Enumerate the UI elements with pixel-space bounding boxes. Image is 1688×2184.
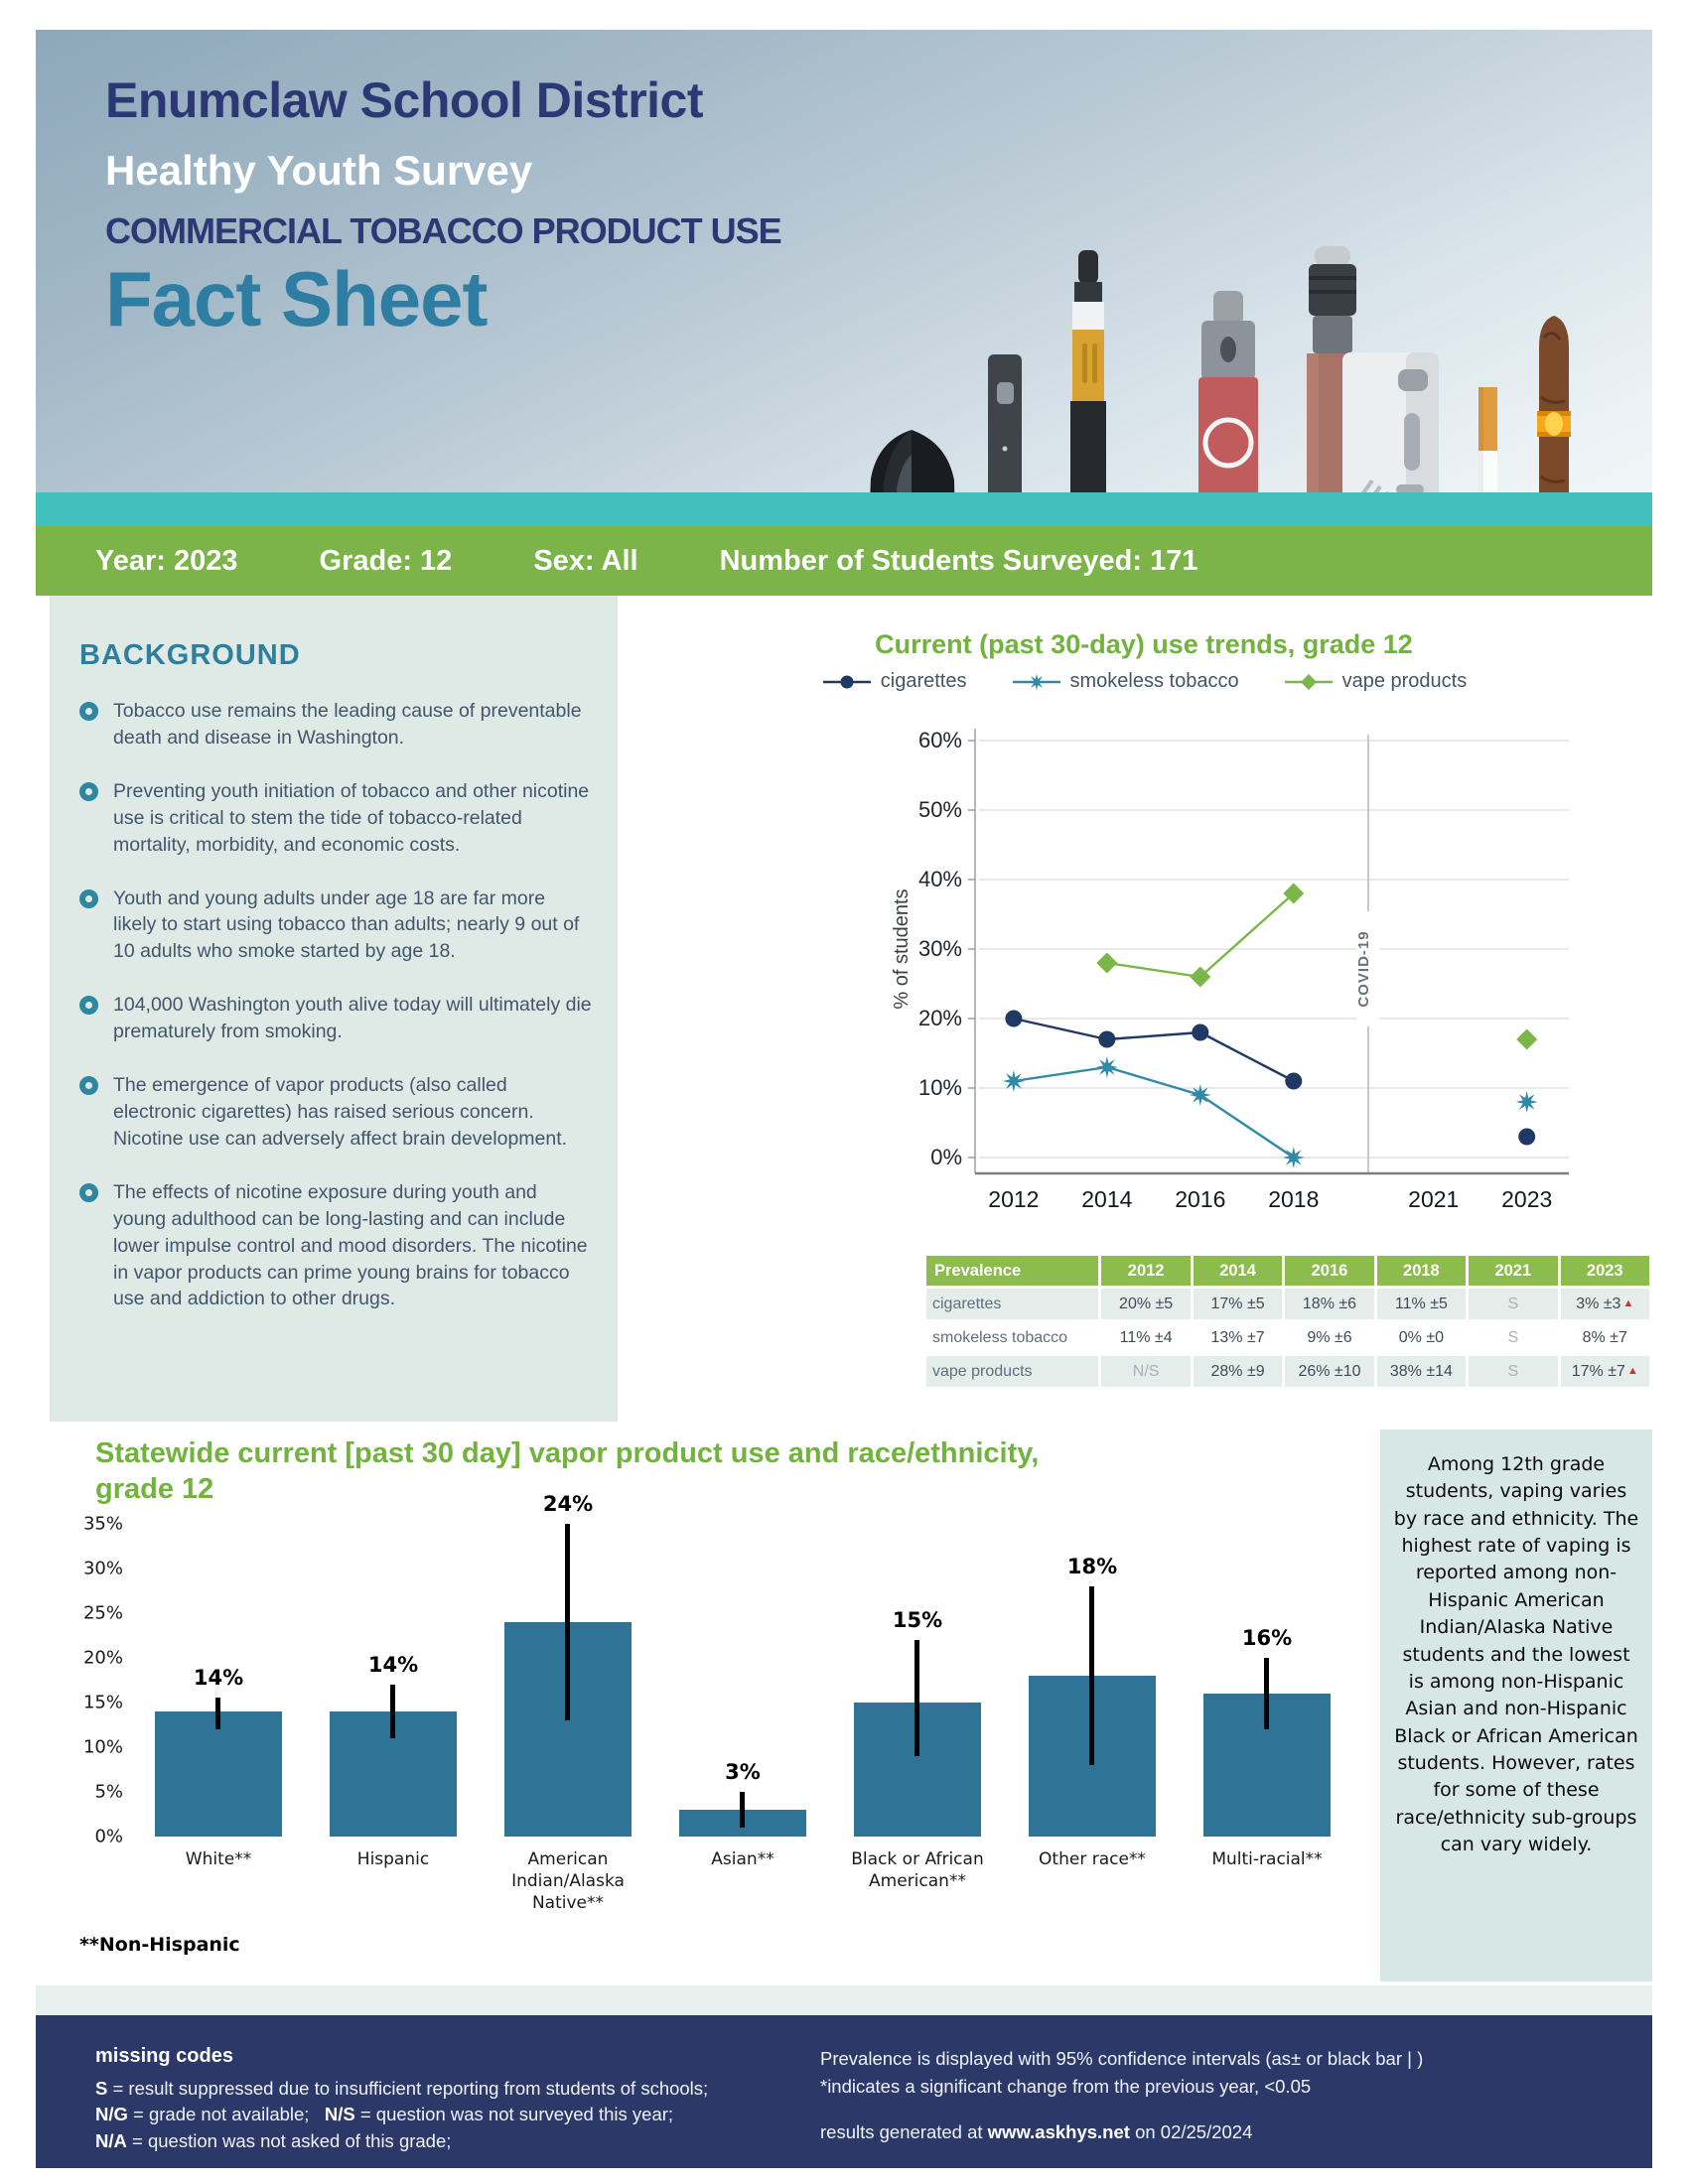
data-point-smokeless-tobacco (1190, 1084, 1211, 1106)
table-header-2023: 2023 (1561, 1256, 1649, 1286)
background-bullet-text: The effects of nicotine exposure during youth and young adulthood can be long-lasting and can include lower impulse control and mood disorders. The nicotine in vapor products can prime young brains for tobacco use and addiction to other drugs. (113, 1180, 588, 1310)
footer-notes (771, 2045, 1652, 2168)
bar-group (131, 1524, 306, 1837)
error-bar (565, 1524, 570, 1720)
missing-code-line: S = result suppressed due to insufficient reporting from students of schools; (95, 2078, 709, 2099)
data-point-cigarettes (1192, 1024, 1208, 1041)
prevalence-cell: 13% ±7 (1210, 1328, 1265, 1346)
topic-title: COMMERCIAL TOBACCO PRODUCT USE (105, 210, 781, 251)
error-bar (1089, 1586, 1094, 1765)
bar-category-label: White** (185, 1848, 252, 1869)
footer-note-line: results generated at www.askhys.net on 02/25/2024 (820, 2120, 1253, 2142)
bar-category-label: American Indian/Alaska Native** (511, 1848, 625, 1913)
prevalence-cell: S (1469, 1289, 1557, 1319)
prevalence-table (923, 1253, 1652, 1390)
legend-label: cigarettes (880, 670, 967, 692)
bar-y-tick-label: 0% (94, 1826, 123, 1846)
significance-triangle-icon: ▲ (1622, 1297, 1634, 1309)
data-point-cigarettes (1285, 1073, 1302, 1090)
prevalence-cell: 11% ±4 (1119, 1328, 1173, 1346)
background-bullet (79, 778, 592, 859)
vape-pen-icon (1070, 250, 1106, 526)
background-bullet (79, 886, 592, 966)
background-bullet-text: Preventing youth initiation of tobacco and other nicotine use is critical to stem the tide of tobacco-related mortality, morbidity, and economic costs. (113, 779, 590, 856)
bar-chart-section (36, 1422, 1370, 1985)
row-label: vape products (926, 1356, 1098, 1387)
prevalence-cell: 28% ±9 (1194, 1356, 1282, 1387)
x-tick-label: 2012 (988, 1186, 1040, 1212)
bar-chart-title-line2: grade 12 (95, 1473, 214, 1506)
table-row (926, 1289, 1649, 1319)
trend-chart-section (635, 596, 1652, 1422)
bar-value-label: 3% (725, 1759, 761, 1784)
bar-category-label: Hispanic (356, 1848, 430, 1869)
prevalence-cell: 17% ±7 ▲ (1561, 1356, 1649, 1387)
bar-chart-y-axis (66, 1513, 131, 1846)
prevalence-cell: 18% ±6 (1285, 1289, 1373, 1319)
legend-label: vape products (1341, 670, 1468, 692)
x-tick-label: 2021 (1408, 1186, 1460, 1212)
y-tick-label: 30% (917, 936, 962, 961)
table-header-2016: 2016 (1285, 1256, 1373, 1286)
data-point-smokeless-tobacco (1283, 1147, 1305, 1168)
bar-category-label: Black or African American** (851, 1848, 984, 1891)
race-ethnicity-note: Among 12th grade students, vaping varies by race and ethnicity. The highest rate of vaping is reported among non-Hispanic American Indian/Alaska Native students and the lowest is among non-Hispanic Asian and non-Hispanic Black or African American students. However, rates for some of these race/ethnicity sub-groups can vary widely. (1380, 1430, 1652, 1981)
bullet-icon (79, 1076, 98, 1095)
missing-codes-title: missing codes (95, 2045, 233, 2067)
bar-y-tick-label: 10% (82, 1736, 123, 1757)
error-bar (390, 1685, 395, 1738)
background-bullet (79, 992, 592, 1045)
missing-code-line: N/G = grade not available; N/S = question was not surveyed this year; (95, 2104, 674, 2125)
footer (36, 2015, 1652, 2168)
bar-value-label: 24% (542, 1491, 594, 1516)
background-bullet-text: Youth and young adults under age 18 are far more likely to start using tobacco than adults; nearly 9 out of 10 adults who smoke started by age 18. (113, 887, 580, 963)
y-tick-label: 10% (917, 1075, 962, 1100)
bar-category-label: Asian** (711, 1848, 774, 1869)
bar-chart-category-labels (36, 1837, 1370, 1914)
prevalence-cell: 0% ±0 (1398, 1328, 1445, 1346)
table-header-2018: 2018 (1377, 1256, 1466, 1286)
info-year: Year: 2023 (95, 544, 238, 577)
bar-category-label: Multi-racial** (1211, 1848, 1323, 1869)
y-tick-label: 60% (917, 728, 962, 752)
info-surveyed: Number of Students Surveyed: 171 (719, 544, 1198, 577)
error-bar (215, 1698, 220, 1729)
bar-group (1180, 1524, 1354, 1837)
bullet-icon (79, 702, 98, 721)
prevalence-cell: 38% ±14 (1377, 1356, 1466, 1387)
background-bullet-text: Tobacco use remains the leading cause of preventable death and disease in Washington. (113, 700, 582, 749)
data-point-smokeless-tobacco (1516, 1091, 1538, 1113)
bar-y-tick-label: 25% (82, 1602, 123, 1623)
bar-group (1005, 1524, 1180, 1837)
y-tick-label: 0% (930, 1145, 962, 1169)
bar-value-label: 14% (193, 1666, 244, 1690)
y-tick-label: 20% (917, 1006, 962, 1030)
x-tick-label: 2014 (1081, 1186, 1133, 1212)
data-point-smokeless-tobacco (1003, 1070, 1025, 1092)
bar-value-label: 16% (1241, 1625, 1293, 1650)
table-row (926, 1356, 1649, 1387)
table-row (926, 1322, 1649, 1353)
bullet-icon (79, 996, 98, 1015)
bar-group (655, 1524, 830, 1837)
background-bullet-text: The emergence of vapor products (also called electronic cigarettes) has raised serious concern. Nicotine use can adversely affect brain development. (113, 1074, 568, 1150)
row-label: smokeless tobacco (932, 1328, 1068, 1346)
prevalence-cell: S (1507, 1328, 1519, 1346)
sea-band (36, 492, 1652, 526)
significance-triangle-icon: ▲ (1626, 1364, 1638, 1377)
table-header-prevalence: Prevalence (926, 1256, 1098, 1286)
error-bar (914, 1640, 919, 1756)
survey-title: Healthy Youth Survey (105, 147, 533, 194)
bar-chart-title-line1: Statewide current [past 30 day] vapor product use and race/ethnicity, (95, 1437, 1040, 1469)
missing-codes-block (36, 2045, 771, 2168)
bar-y-tick-label: 35% (82, 1513, 123, 1534)
data-point-vape-products (1516, 1029, 1537, 1050)
info-grade: Grade: 12 (319, 544, 453, 577)
data-point-vape-products (1096, 953, 1117, 974)
bullet-icon (79, 889, 98, 908)
covid-annotation: COVID-19 (1354, 930, 1372, 1008)
bar-y-tick-label: 15% (82, 1692, 123, 1712)
prevalence-cell: N/S (1101, 1356, 1190, 1387)
missing-codes-lines (95, 2076, 771, 2154)
bar-group (306, 1524, 481, 1837)
prevalence-cell: 17% ±5 (1194, 1289, 1282, 1319)
data-point-cigarettes (1005, 1011, 1022, 1027)
prevalence-cell: 26% ±10 (1285, 1356, 1373, 1387)
background-bullet-text: 104,000 Washington youth alive today will ultimately die prematurely from smoking. (113, 994, 592, 1043)
bullet-icon (79, 1183, 98, 1202)
trend-chart-legend (635, 670, 1652, 693)
star-marker-icon (1011, 671, 1062, 693)
district-title: Enumclaw School District (105, 72, 704, 128)
prevalence-cell: 9% ±6 (1307, 1328, 1352, 1346)
trend-line-chart (886, 697, 1581, 1253)
trend-chart-title: Current (past 30-day) use trends, grade 12 (875, 629, 1413, 659)
bar-value-label: 18% (1066, 1554, 1118, 1578)
bar-group (481, 1491, 655, 1837)
pod-mod-icon (1198, 291, 1258, 526)
info-sex: Sex: All (533, 544, 638, 577)
y-axis-title: % of students (891, 888, 913, 1010)
x-tick-label: 2018 (1268, 1186, 1320, 1212)
footer-note-line: Prevalence is displayed with 95% confidence intervals (as± or black bar | ) (820, 2048, 1424, 2069)
pre-footer-strip (36, 1985, 1652, 2015)
bar-category-label: Other race** (1039, 1848, 1146, 1869)
bar-value-label: 15% (892, 1607, 943, 1632)
prevalence-cell: S (1469, 1356, 1557, 1387)
table-header-2021: 2021 (1469, 1256, 1557, 1286)
data-point-smokeless-tobacco (1096, 1056, 1118, 1078)
prevalence-cell: 8% ±7 (1582, 1328, 1627, 1346)
circle-marker-icon (821, 671, 873, 693)
background-bullet (79, 698, 592, 751)
bar-group (830, 1524, 1005, 1837)
background-bullets (79, 698, 592, 1312)
fact-sheet-title: Fact Sheet (105, 255, 488, 342)
data-point-cigarettes (1518, 1129, 1535, 1146)
diamond-marker-icon (1283, 671, 1335, 693)
table-header-2014: 2014 (1194, 1256, 1282, 1286)
background-title: BACKGROUND (79, 639, 301, 671)
x-tick-label: 2016 (1175, 1186, 1226, 1212)
prevalence-cell: 20% ±5 (1101, 1289, 1190, 1319)
tobacco-products-illustration (651, 199, 1644, 526)
legend-item-smokeless-tobacco (1011, 670, 1239, 693)
bar-chart-plot (131, 1491, 1354, 1837)
error-bar (740, 1792, 745, 1828)
background-panel (50, 596, 618, 1422)
bar-y-tick-label: 5% (94, 1781, 123, 1802)
bar-y-tick-label: 30% (82, 1558, 123, 1578)
row-label: cigarettes (926, 1289, 1098, 1319)
missing-code-line: N/A = question was not asked of this grade; (95, 2129, 452, 2151)
legend-label: smokeless tobacco (1069, 670, 1239, 692)
header-banner (36, 30, 1652, 526)
bar-value-label: 14% (367, 1652, 419, 1677)
table-header-2012: 2012 (1101, 1256, 1190, 1286)
data-point-cigarettes (1098, 1031, 1115, 1048)
background-bullet (79, 1072, 592, 1153)
prevalence-cell: 3% ±3 ▲ (1561, 1289, 1649, 1319)
bullet-icon (79, 782, 98, 801)
footer-note-line: *indicates a significant change from the previous year, <0.05 (820, 2075, 1312, 2097)
background-bullet (79, 1179, 592, 1313)
legend-item-cigarettes (821, 670, 967, 693)
prevalence-cell: 11% ±5 (1377, 1289, 1466, 1319)
info-bar (36, 526, 1652, 596)
bar-y-tick-label: 20% (82, 1647, 123, 1668)
bar (155, 1711, 282, 1837)
error-bar (1264, 1658, 1269, 1729)
bar-chart (36, 1491, 1370, 1846)
askhys-link[interactable]: www.askhys.net (987, 2120, 1130, 2142)
x-tick-label: 2023 (1501, 1186, 1553, 1212)
y-tick-label: 50% (917, 797, 962, 822)
y-tick-label: 40% (917, 867, 962, 891)
non-hispanic-footnote: **Non-Hispanic (79, 1933, 240, 1956)
legend-item-vape-products (1283, 670, 1468, 693)
